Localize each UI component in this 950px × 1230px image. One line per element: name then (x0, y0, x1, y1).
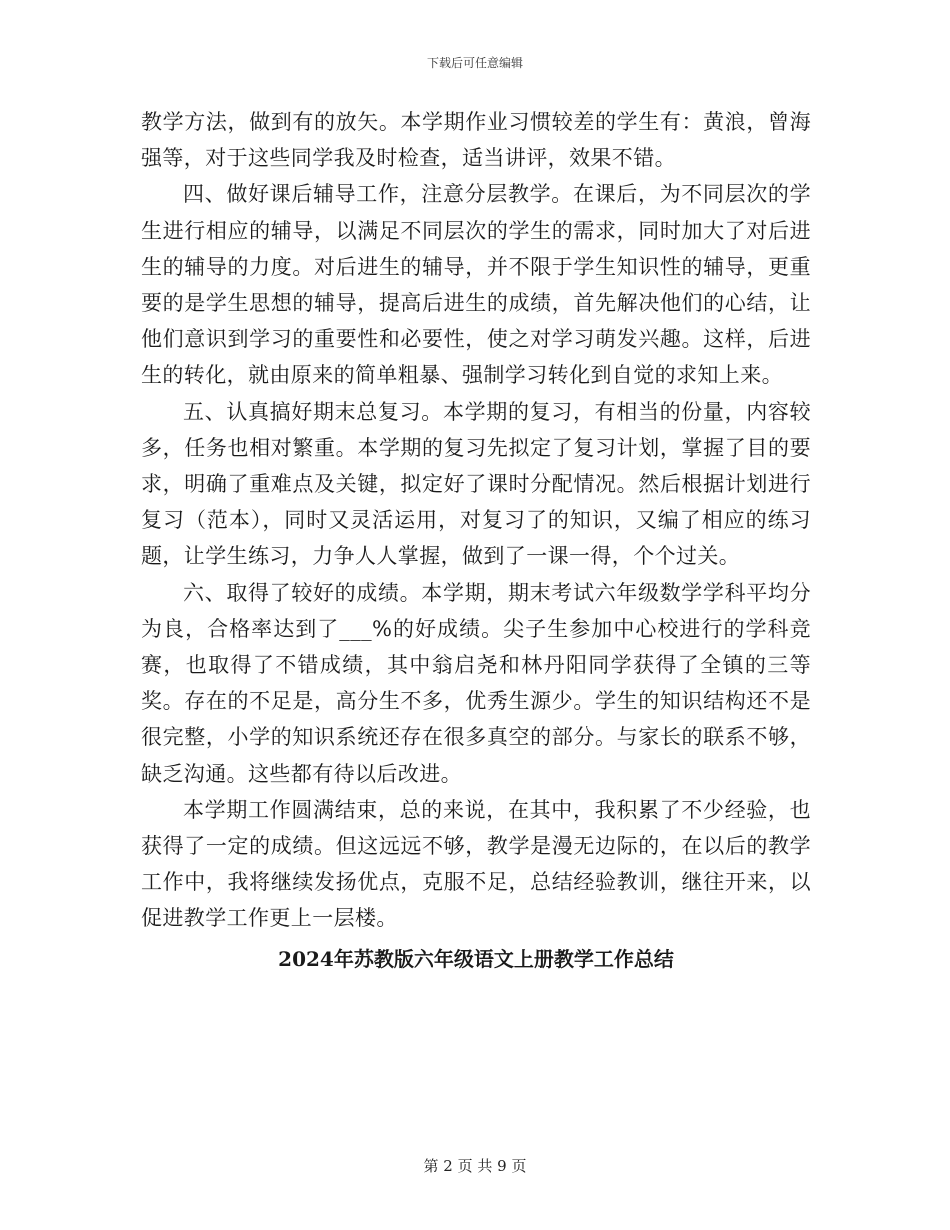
paragraph: 六、取得了较好的成绩。本学期，期末考试六年级数学学科平均分为良，合格率达到了___%的好成绩。尖子生参加中心校进行的学科竞赛，也取得了不错成绩，其中翁启尧和林丹阳同学获得了全镇的三等奖。存在的不足是，高分生不多，优秀生源少。学生的知识结构还不是很完整，小学的知识系统还存在很多真空的部分。与家长的联系不够，缺乏沟通。这些都有待以后改进。 (141, 580, 811, 786)
paragraph: 五、认真搞好期末总复习。本学期的复习，有相当的份量，内容较多，任务也相对繁重。本学期的复习先拟定了复习计划，掌握了目的要求，明确了重难点及关键，拟定好了课时分配情况。然后根据计划进行复习（范本），同时又灵活运用，对复习了的知识，又编了相应的练习题，让学生练习，力争人人掌握，做到了一课一得，个个过关。 (141, 399, 811, 569)
document-body (141, 104, 811, 977)
page-header-note: 下载后可任意编辑 (426, 56, 523, 70)
paragraph: 本学期工作圆满结束，总的来说，在其中，我积累了不少经验，也获得了一定的成绩。但这远远不够，教学是漫无边际的，在以后的教学工作中，我将继续发扬优点，克服不足，总结经验教训，继往开来，以促进教学工作更上一层楼。 (141, 797, 811, 931)
paragraph: 教学方法，做到有的放矢。本学期作业习惯较差的学生有：黄浪，曾海强等，对于这些同学我及时检查，适当讲评，效果不错。 (141, 110, 811, 171)
paragraph: 四、做好课后辅导工作，注意分层教学。在课后，为不同层次的学生进行相应的辅导，以满足不同层次的学生的需求，同时加大了对后进生的辅导的力度。对后进生的辅导，并不限于学生知识性的辅导，更重要的是学生思想的辅导，提高后进生的成绩，首先解决他们的心结，让他们意识到学习的重要性和必要性，使之对学习萌发兴趣。这样，后进生的转化，就由原来的简单粗暴、强制学习转化到自觉的求知上来。 (141, 182, 811, 388)
page-number: 第 2 页 共 9 页 (423, 1157, 527, 1175)
next-section-title: 2024年苏教版六年级语文上册教学工作总结 (278, 946, 674, 971)
